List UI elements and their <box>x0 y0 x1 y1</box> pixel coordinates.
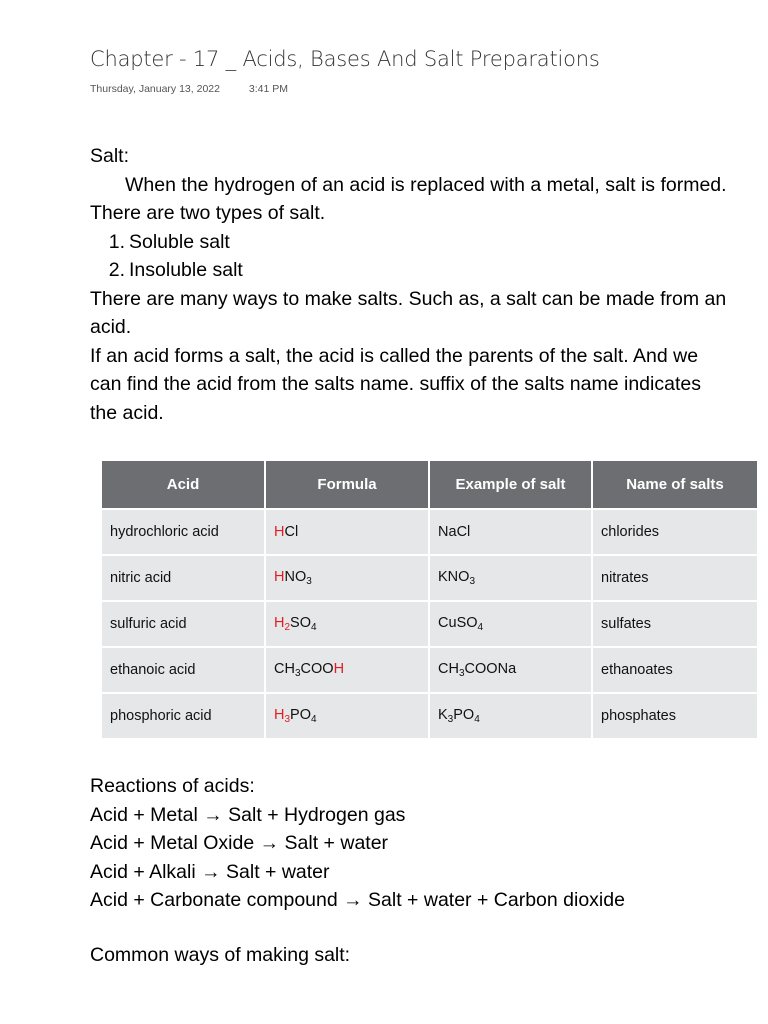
cell-example-salt: NaCl <box>429 509 592 555</box>
column-header-example: Example of salt <box>429 461 592 509</box>
cell-formula: $HNO_3$ <box>265 555 429 601</box>
page-date: Thursday, January 13, 2022 <box>90 83 220 95</box>
cell-salt-name: nitrates <box>592 555 757 601</box>
cell-salt-name: chlorides <box>592 509 757 555</box>
cell-example-salt: $K_3PO_4$ <box>429 693 592 738</box>
table-row <box>102 693 757 738</box>
cell-formula: $CH_3COOH$ <box>265 647 429 693</box>
reaction-line: Acid + Alkali → Salt + water <box>90 860 330 883</box>
salt-definition: When the hydrogen of an acid is replaced with a metal, salt is formed. <box>125 173 727 196</box>
table-row <box>102 509 757 555</box>
table-header-row <box>102 461 757 509</box>
cell-example-salt: $CH_3COONa$ <box>429 647 592 693</box>
table-row <box>102 601 757 647</box>
list-item: 1. Soluble salt <box>108 230 230 253</box>
cell-formula: HCl <box>265 509 429 555</box>
cell-acid: sulfuric acid <box>102 601 265 647</box>
reactions-heading: Reactions of acids: <box>90 775 255 797</box>
cell-acid: phosphoric acid <box>102 693 265 738</box>
reaction-line: Acid + Metal Oxide → Salt + water <box>90 832 389 854</box>
table-row <box>102 555 757 601</box>
cell-acid: ethanoic acid <box>102 647 265 693</box>
note-body <box>90 142 730 427</box>
reaction-line: Acid + Metal → Salt + Hydrogen gas <box>90 803 406 826</box>
types-intro: There are two types of salt. <box>90 202 326 224</box>
cell-salt-name: phosphates <box>592 693 757 738</box>
page-timestamp <box>90 83 288 95</box>
salts-table <box>102 461 757 738</box>
reaction-line: Acid + Carbonate compound → Salt + water + Carbon dioxide <box>90 889 625 911</box>
common-ways-heading: Common ways of making salt: <box>90 944 351 966</box>
cell-salt-name: sulfates <box>592 601 757 647</box>
column-header-name: Name of salts <box>592 461 757 509</box>
page-time: 3:41 PM <box>248 83 288 95</box>
column-header-acid: Acid <box>102 461 265 509</box>
paragraph-parent-acid: If an acid forms a salt, the acid is called the parents of the salt. And we can find the acid from the salts name. suffix of the salts name indicates the acid. <box>90 344 701 424</box>
cell-acid: hydrochloric acid <box>102 509 265 555</box>
table-row <box>102 647 757 693</box>
column-header-formula: Formula <box>265 461 429 509</box>
list-item: 2. Insoluble salt <box>108 259 243 281</box>
cell-example-salt: CuSO$_4$ <box>429 601 592 647</box>
paragraph-ways: There are many ways to make salts. Such as, a salt can be made from an acid. <box>90 287 727 338</box>
cell-formula: $H_3PO_4$ <box>265 693 429 738</box>
cell-acid: nitric acid <box>102 555 265 601</box>
page-title: Chapter - 17 _ Acids, Bases And Salt Preparations <box>90 47 600 71</box>
table-body <box>102 509 757 738</box>
cell-salt-name: ethanoates <box>592 647 757 693</box>
cell-formula: $H_2SO_4$ <box>265 601 429 647</box>
salt-heading: Salt: <box>90 145 130 167</box>
reactions-section <box>90 772 750 915</box>
cell-example-salt: $KNO_3$ <box>429 555 592 601</box>
